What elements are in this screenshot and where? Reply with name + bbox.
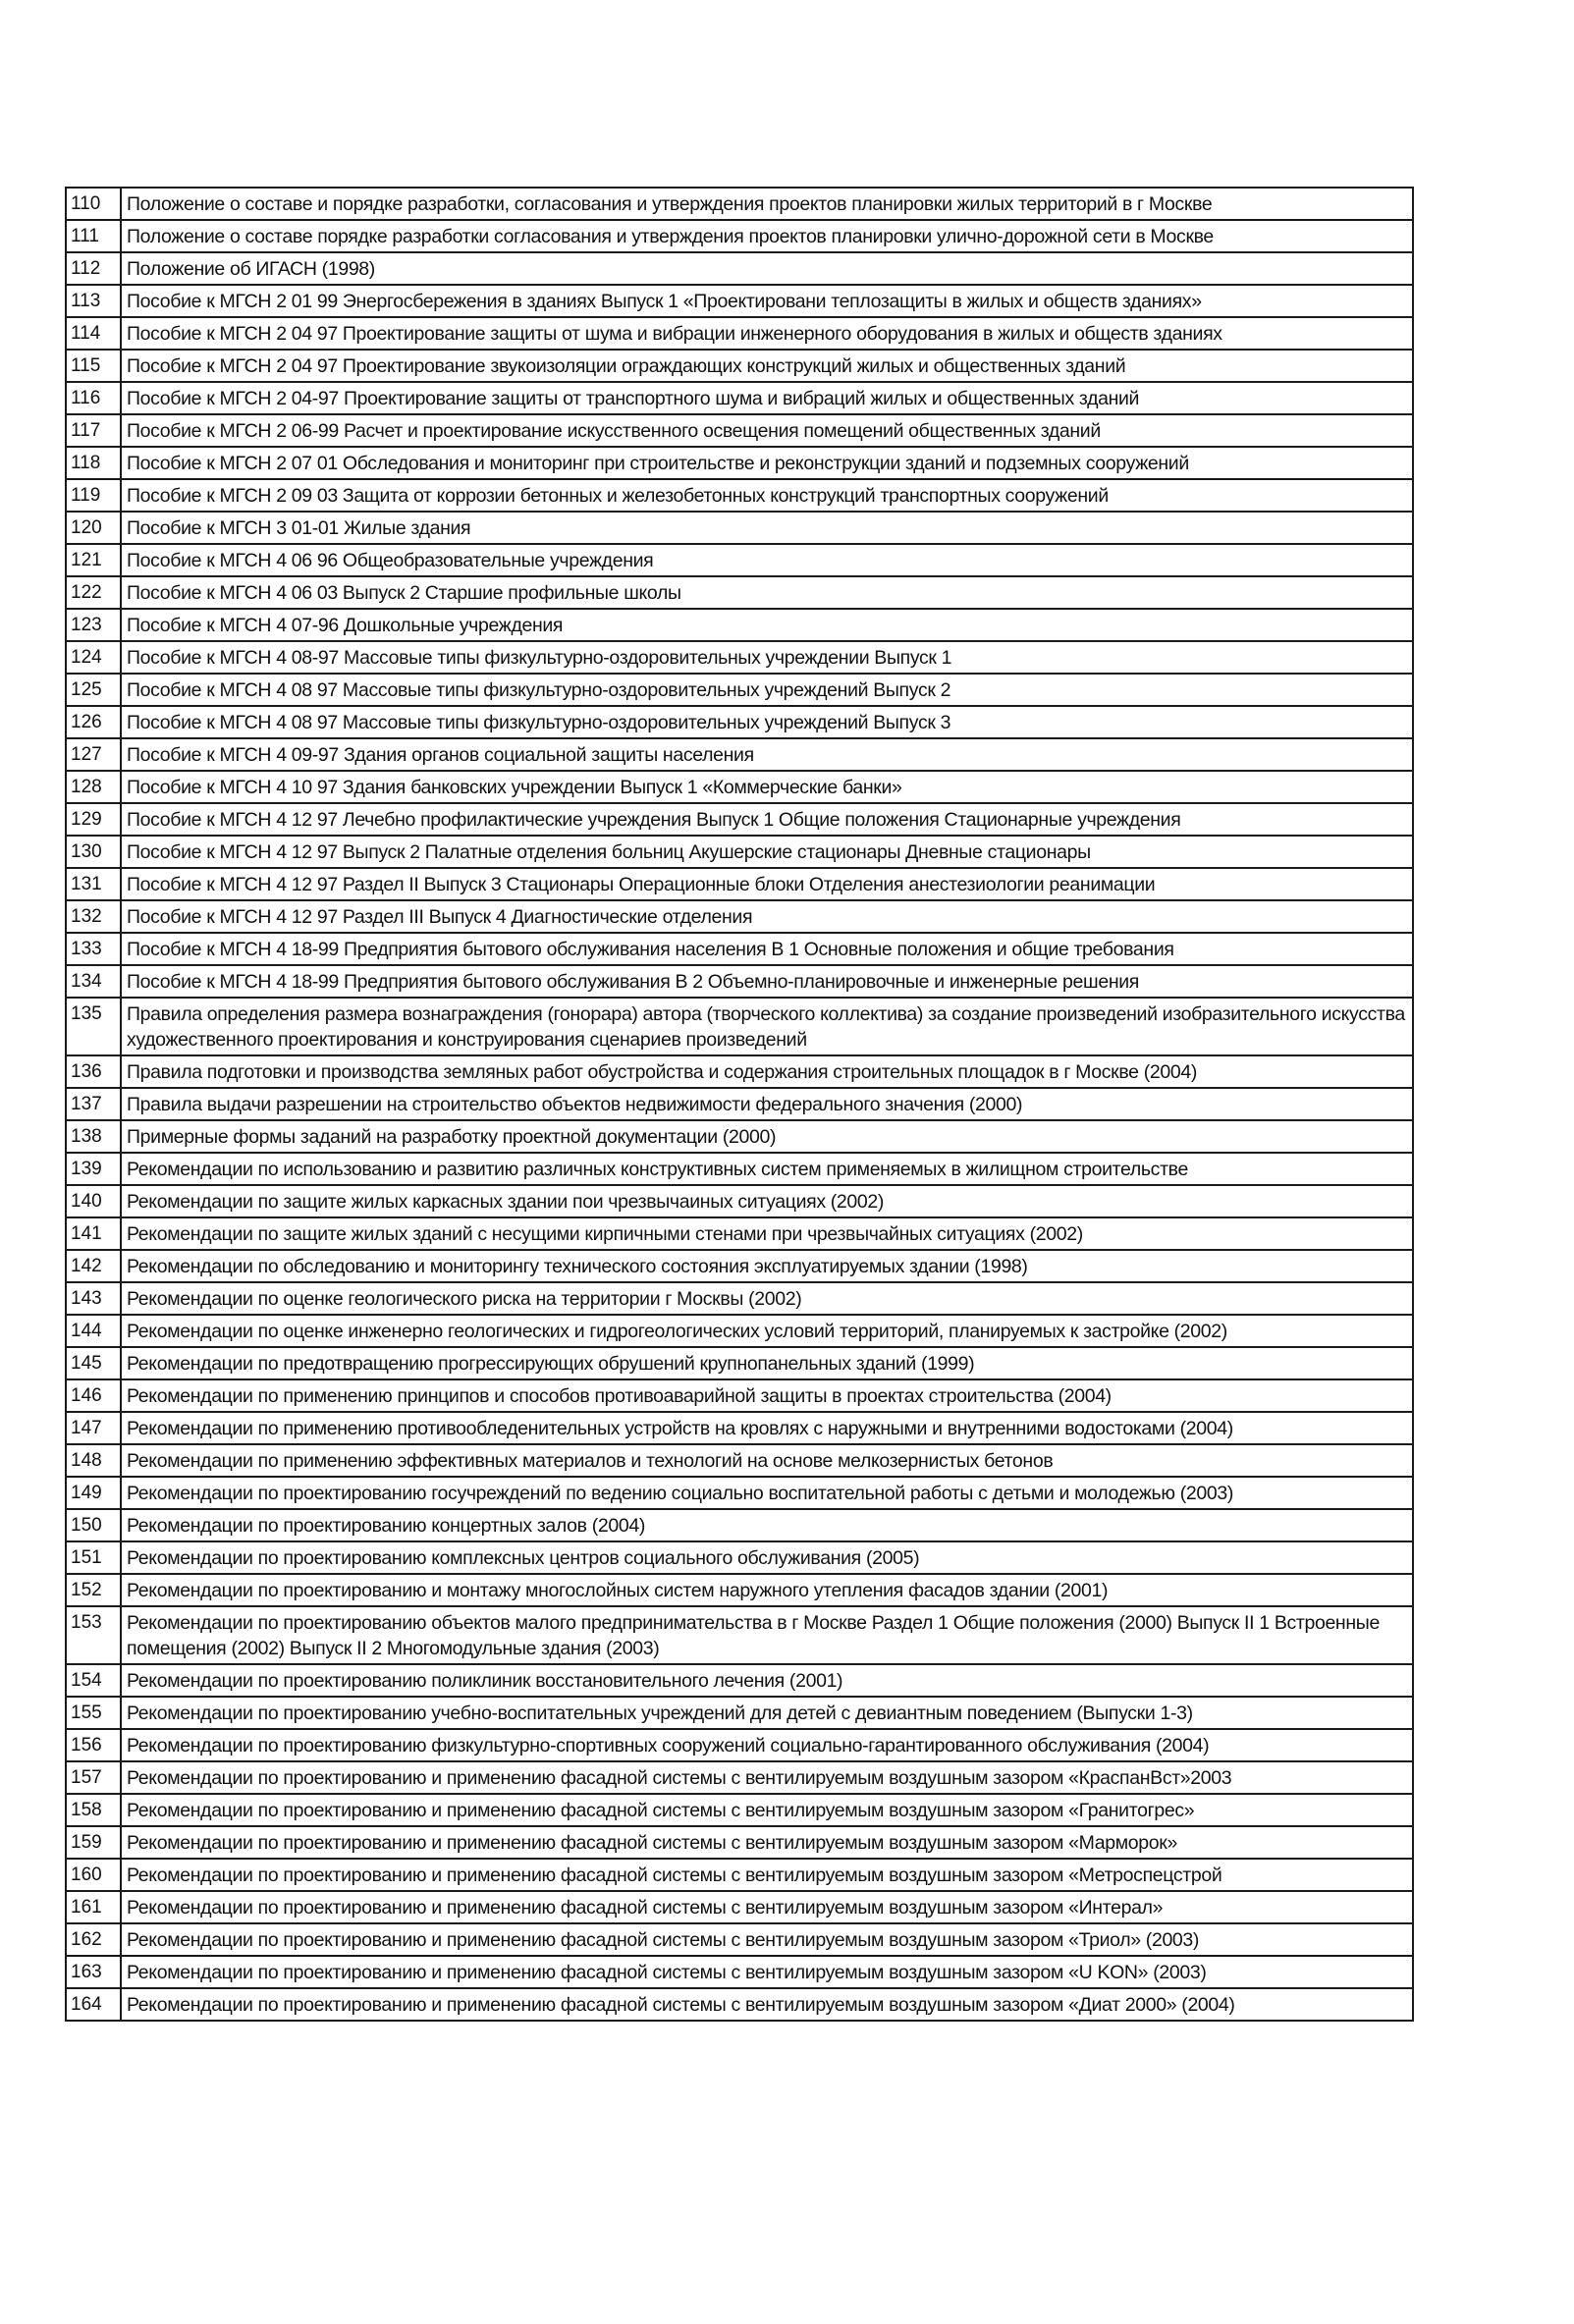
- row-number: 115: [66, 350, 121, 382]
- row-number: 118: [66, 447, 121, 479]
- row-title: Рекомендации по проектированию госучреждений по ведению социально воспитательной работы с детьми и молодежью (2003): [121, 1477, 1413, 1509]
- table-row: [66, 447, 1413, 479]
- row-number: 160: [66, 1859, 121, 1891]
- row-number: 116: [66, 382, 121, 414]
- row-title: Рекомендации по обследованию и мониторингу технического состояния эксплуатируемых здании (1998): [121, 1250, 1413, 1282]
- row-title: Рекомендации по проектированию и монтажу многослойных систем наружного утепления фасадов здании (2001): [121, 1574, 1413, 1606]
- table-row: [66, 350, 1413, 382]
- row-title: Пособие к МГСН 4 12 97 Лечебно профилактические учреждения Выпуск 1 Общие положения Стационарные учреждения: [121, 803, 1413, 836]
- row-number: 122: [66, 576, 121, 609]
- row-number: 159: [66, 1826, 121, 1859]
- table-row: [66, 674, 1413, 706]
- row-title: Рекомендации по оценке геологического риска на территории г Москвы (2002): [121, 1282, 1413, 1315]
- table-row: [66, 900, 1413, 933]
- table-row: [66, 1509, 1413, 1541]
- row-title: Пособие к МГСН 4 10 97 Здания банковских учреждении Выпуск 1 «Коммерческие банки»: [121, 771, 1413, 803]
- table-row: [66, 252, 1413, 285]
- row-number: 151: [66, 1541, 121, 1574]
- row-number: 126: [66, 706, 121, 738]
- row-title: Рекомендации по оценке инженерно геологических и гидрогеологических условий территорий, планируемых к застройке (2002): [121, 1315, 1413, 1347]
- table-row: [66, 188, 1413, 220]
- row-title: Рекомендации по применению принципов и способов противоаварийной защиты в проектах строительства (2004): [121, 1379, 1413, 1412]
- row-number: 114: [66, 317, 121, 350]
- row-number: 134: [66, 965, 121, 998]
- table-row: [66, 998, 1413, 1055]
- row-title: Пособие к МГСН 4 06 96 Общеобразовательные учреждения: [121, 544, 1413, 576]
- row-title: Положение об ИГАСН (1998): [121, 252, 1413, 285]
- table-row: [66, 803, 1413, 836]
- row-title: Пособие к МГСН 4 18-99 Предприятия бытового обслуживания населения В 1 Основные положения и общие требования: [121, 933, 1413, 965]
- row-number: 133: [66, 933, 121, 965]
- row-title: Рекомендации по защите жилых каркасных здании пои чрезвычаиных ситуациях (2002): [121, 1185, 1413, 1217]
- row-number: 158: [66, 1794, 121, 1826]
- table-row: [66, 1826, 1413, 1859]
- row-title: Пособие к МГСН 4 06 03 Выпуск 2 Старшие профильные школы: [121, 576, 1413, 609]
- table-row: [66, 1185, 1413, 1217]
- row-number: 143: [66, 1282, 121, 1315]
- table-row: [66, 706, 1413, 738]
- table-row: [66, 1956, 1413, 1988]
- table-row: [66, 1794, 1413, 1826]
- row-title: Рекомендации по проектированию и применению фасадной системы с вентилируемым воздушным зазором «Метроспецстрой: [121, 1859, 1413, 1891]
- row-title: Пособие к МГСН 4 08-97 Массовые типы физкультурно-оздоровительных учреждении Выпуск 1: [121, 641, 1413, 674]
- table-row: [66, 1217, 1413, 1250]
- table-row: [66, 220, 1413, 252]
- row-number: 149: [66, 1477, 121, 1509]
- row-title: Рекомендации по проектированию и применению фасадной системы с вентилируемым воздушным зазором «U KON» (2003): [121, 1956, 1413, 1988]
- row-number: 148: [66, 1444, 121, 1477]
- row-title: Пособие к МГСН 2 04 97 Проектирование защиты от шума и вибрации инженерного оборудования в жилых и обществ зданиях: [121, 317, 1413, 350]
- table-row: [66, 1664, 1413, 1697]
- table-row: [66, 1282, 1413, 1315]
- row-title: Рекомендации по использованию и развитию различных конструктивных систем применяемых в жилищном строительстве: [121, 1153, 1413, 1185]
- table-row: [66, 1120, 1413, 1153]
- row-title: Пособие к МГСН 2 07 01 Обследования и мониторинг при строительстве и реконструкции зданий и подземных сооружений: [121, 447, 1413, 479]
- table-row: [66, 1444, 1413, 1477]
- table-row: [66, 576, 1413, 609]
- table-row: [66, 414, 1413, 447]
- row-title: Рекомендации по применению противообледенительных устройств на кровлях с наружными и внутренними водостоками (2004): [121, 1412, 1413, 1444]
- row-number: 144: [66, 1315, 121, 1347]
- row-number: 153: [66, 1606, 121, 1664]
- row-title: Пособие к МГСН 4 18-99 Предприятия бытового обслуживания В 2 Объемно-планировочные и инженерные решения: [121, 965, 1413, 998]
- row-number: 147: [66, 1412, 121, 1444]
- row-title: Рекомендации по проектированию и применению фасадной системы с вентилируемым воздушным зазором «Триол» (2003): [121, 1923, 1413, 1956]
- row-title: Рекомендации по проектированию объектов малого предпринимательства в г Москве Раздел 1 Общие положения (2000) Выпуск II 1 Встроенные помещения (2002) Выпуск II 2 Многомодульные здания (2003): [121, 1606, 1413, 1664]
- table-row: [66, 285, 1413, 317]
- row-title: Примерные формы заданий на разработку проектной документации (2000): [121, 1120, 1413, 1153]
- row-number: 145: [66, 1347, 121, 1379]
- table-row: [66, 641, 1413, 674]
- row-title: Рекомендации по проектированию и применению фасадной системы с вентилируемым воздушным зазором «Гранитогрес»: [121, 1794, 1413, 1826]
- row-number: 127: [66, 738, 121, 771]
- row-number: 137: [66, 1088, 121, 1120]
- row-title: Пособие к МГСН 2 01 99 Энергосбережения в зданиях Выпуск 1 «Проектировани теплозащиты в жилых и обществ зданиях»: [121, 285, 1413, 317]
- row-title: Рекомендации по предотвращению прогрессирующих обрушений крупнопанельных зданий (1999): [121, 1347, 1413, 1379]
- row-title: Рекомендации по применению эффективных материалов и технологий на основе мелкозернистых бетонов: [121, 1444, 1413, 1477]
- row-number: 154: [66, 1664, 121, 1697]
- table-row: [66, 1412, 1413, 1444]
- row-title: Правила подготовки и производства земляных работ обустройства и содержания строительных площадок в г Москве (2004): [121, 1055, 1413, 1088]
- row-title: Пособие к МГСН 4 08 97 Массовые типы физкультурно-оздоровительных учреждений Выпуск 2: [121, 674, 1413, 706]
- table-row: [66, 1697, 1413, 1729]
- row-title: Положение о составе и порядке разработки, согласования и утверждения проектов планировки жилых территорий в г Москве: [121, 188, 1413, 220]
- row-number: 156: [66, 1729, 121, 1761]
- standards-list-table: [65, 187, 1414, 2022]
- row-number: 113: [66, 285, 121, 317]
- row-title: Рекомендации по проектированию концертных залов (2004): [121, 1509, 1413, 1541]
- row-title: Рекомендации по проектированию и применению фасадной системы с вентилируемым воздушным зазором «Марморок»: [121, 1826, 1413, 1859]
- row-number: 132: [66, 900, 121, 933]
- row-number: 135: [66, 998, 121, 1055]
- row-title: Правила выдачи разрешении на строительство объектов недвижимости федерального значения (2000): [121, 1088, 1413, 1120]
- row-number: 130: [66, 836, 121, 868]
- row-number: 136: [66, 1055, 121, 1088]
- row-number: 111: [66, 220, 121, 252]
- row-number: 112: [66, 252, 121, 285]
- row-number: 155: [66, 1697, 121, 1729]
- row-number: 119: [66, 479, 121, 512]
- table-row: [66, 317, 1413, 350]
- row-title: Пособие к МГСН 2 06-99 Расчет и проектирование искусственного освещения помещений общественных зданий: [121, 414, 1413, 447]
- row-title: Пособие к МГСН 2 09 03 Защита от коррозии бетонных и железобетонных конструкций транспортных сооружений: [121, 479, 1413, 512]
- row-title: Пособие к МГСН 4 08 97 Массовые типы физкультурно-оздоровительных учреждений Выпуск 3: [121, 706, 1413, 738]
- row-title: Правила определения размера вознаграждения (гонорара) автора (творческого коллектива) за создание произведений изобразительного искусства художественного проектирования и конструирования сценариев произведений: [121, 998, 1413, 1055]
- table-row: [66, 1761, 1413, 1794]
- table-row: [66, 1923, 1413, 1956]
- row-number: 138: [66, 1120, 121, 1153]
- table-row: [66, 836, 1413, 868]
- row-number: 123: [66, 609, 121, 641]
- table-row: [66, 1250, 1413, 1282]
- row-title: Рекомендации по проектированию комплексных центров социального обслуживания (2005): [121, 1541, 1413, 1574]
- row-title: Пособие к МГСН 4 12 97 Выпуск 2 Палатные отделения больниц Акушерские стационары Дневные стационары: [121, 836, 1413, 868]
- row-title: Пособие к МГСН 4 09-97 Здания органов социальной защиты населения: [121, 738, 1413, 771]
- table-row: [66, 382, 1413, 414]
- row-number: 131: [66, 868, 121, 900]
- row-title: Пособие к МГСН 2 04 97 Проектирование звукоизоляции ограждающих конструкций жилых и общественных зданий: [121, 350, 1413, 382]
- row-title: Пособие к МГСН 4 07-96 Дошкольные учреждения: [121, 609, 1413, 641]
- row-number: 129: [66, 803, 121, 836]
- row-title: Рекомендации по проектированию и применению фасадной системы с вентилируемым воздушным зазором «Диат 2000» (2004): [121, 1988, 1413, 2021]
- row-title: Пособие к МГСН 4 12 97 Раздел III Выпуск 4 Диагностические отделения: [121, 900, 1413, 933]
- table-row: [66, 868, 1413, 900]
- table-row: [66, 1574, 1413, 1606]
- standards-list-body: [66, 188, 1413, 2021]
- row-title: Рекомендации по проектированию и применению фасадной системы с вентилируемым воздушным зазором «Интерал»: [121, 1891, 1413, 1923]
- table-row: [66, 1153, 1413, 1185]
- row-title: Положение о составе порядке разработки согласования и утверждения проектов планировки улично-дорожной сети в Москве: [121, 220, 1413, 252]
- row-title: Рекомендации по проектированию поликлиник восстановительного лечения (2001): [121, 1664, 1413, 1697]
- row-number: 120: [66, 512, 121, 544]
- row-number: 117: [66, 414, 121, 447]
- table-row: [66, 1347, 1413, 1379]
- table-row: [66, 1729, 1413, 1761]
- table-row: [66, 1477, 1413, 1509]
- row-number: 139: [66, 1153, 121, 1185]
- row-number: 161: [66, 1891, 121, 1923]
- row-title: Пособие к МГСН 4 12 97 Раздел II Выпуск 3 Стационары Операционные блоки Отделения анестезиологии реанимации: [121, 868, 1413, 900]
- table-row: [66, 1891, 1413, 1923]
- table-row: [66, 1541, 1413, 1574]
- row-title: Пособие к МГСН 3 01-01 Жилые здания: [121, 512, 1413, 544]
- table-row: [66, 1606, 1413, 1664]
- row-number: 142: [66, 1250, 121, 1282]
- table-row: [66, 1315, 1413, 1347]
- row-title: Рекомендации по проектированию учебно-воспитательных учреждений для детей с девиантным поведением (Выпуски 1-3): [121, 1697, 1413, 1729]
- table-row: [66, 609, 1413, 641]
- row-number: 150: [66, 1509, 121, 1541]
- table-row: [66, 1988, 1413, 2021]
- row-number: 140: [66, 1185, 121, 1217]
- table-row: [66, 965, 1413, 998]
- row-number: 157: [66, 1761, 121, 1794]
- table-row: [66, 1088, 1413, 1120]
- table-row: [66, 1859, 1413, 1891]
- table-row: [66, 933, 1413, 965]
- table-row: [66, 479, 1413, 512]
- table-row: [66, 1379, 1413, 1412]
- row-title: Рекомендации по проектированию физкультурно-спортивных сооружений социально-гарантированного обслуживания (2004): [121, 1729, 1413, 1761]
- table-row: [66, 512, 1413, 544]
- row-title: Рекомендации по проектированию и применению фасадной системы с вентилируемым воздушным зазором «КраспанВст»2003: [121, 1761, 1413, 1794]
- row-number: 163: [66, 1956, 121, 1988]
- table-row: [66, 738, 1413, 771]
- table-row: [66, 1055, 1413, 1088]
- row-number: 124: [66, 641, 121, 674]
- row-number: 110: [66, 188, 121, 220]
- row-number: 146: [66, 1379, 121, 1412]
- row-number: 164: [66, 1988, 121, 2021]
- row-number: 162: [66, 1923, 121, 1956]
- table-row: [66, 771, 1413, 803]
- row-title: Пособие к МГСН 2 04-97 Проектирование защиты от транспортного шума и вибраций жилых и общественных зданий: [121, 382, 1413, 414]
- row-number: 152: [66, 1574, 121, 1606]
- row-number: 128: [66, 771, 121, 803]
- row-number: 141: [66, 1217, 121, 1250]
- row-number: 125: [66, 674, 121, 706]
- table-row: [66, 544, 1413, 576]
- row-number: 121: [66, 544, 121, 576]
- row-title: Рекомендации по защите жилых зданий с несущими кирпичными стенами при чрезвычайных ситуациях (2002): [121, 1217, 1413, 1250]
